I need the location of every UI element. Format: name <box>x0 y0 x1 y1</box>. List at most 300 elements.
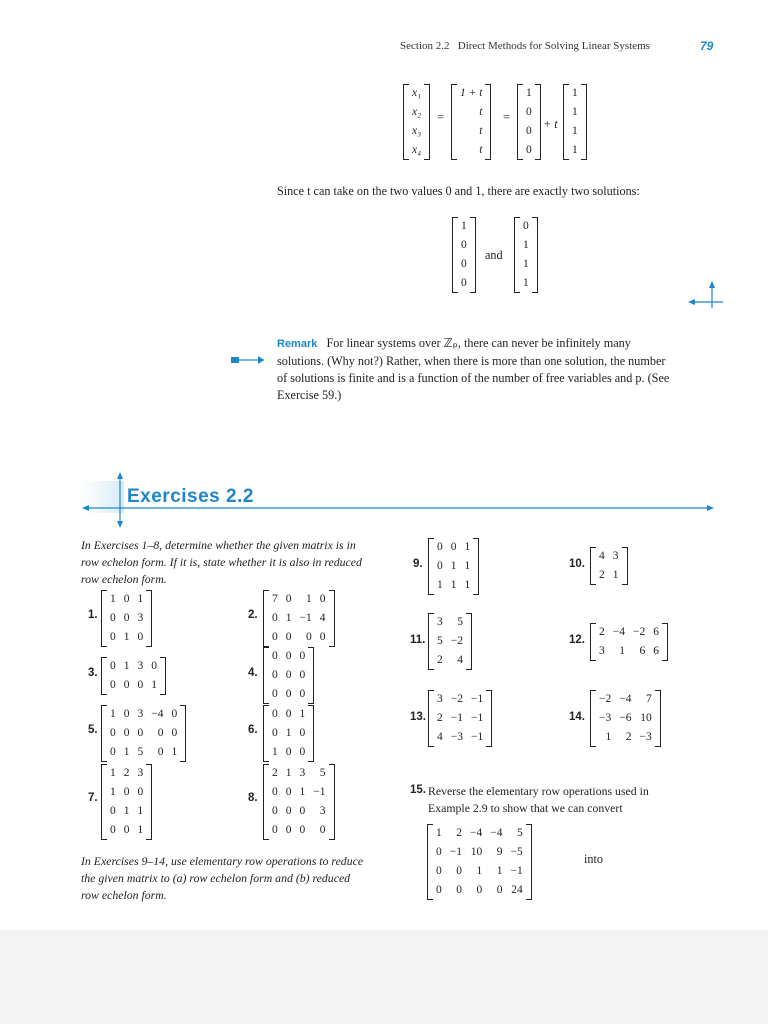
matrix-entry: −2 <box>633 626 646 638</box>
matrix-entry: 5 <box>319 767 326 779</box>
solution-1 <box>452 217 476 293</box>
matrix-grid <box>106 705 181 762</box>
matrix-entry: 2 <box>625 731 632 743</box>
matrix-row <box>568 84 582 103</box>
matrix-entry: 3 <box>137 767 144 779</box>
matrix-entry: 1 <box>110 786 116 798</box>
matrix-entry: 0 <box>285 746 292 758</box>
matrix-entry: 0 <box>319 593 326 605</box>
matrix-entry: 0 <box>299 688 306 700</box>
matrix-row <box>457 255 471 274</box>
matrix-grid <box>595 547 623 585</box>
matrix-x <box>403 84 430 160</box>
matrix-row <box>432 843 527 862</box>
matrix-row <box>433 709 487 728</box>
matrix-row <box>106 590 147 609</box>
matrix-entry: 0 <box>171 708 178 720</box>
matrix-entry: 1 <box>619 645 625 657</box>
matrix-entry: −6 <box>619 712 632 724</box>
intro2-line-3: row echelon form. <box>81 888 167 902</box>
matrix-entry: 0 <box>523 220 529 232</box>
matrix-entry: 4 <box>599 550 605 562</box>
matrix-entry: 2 <box>437 654 443 666</box>
matrix-row <box>456 103 486 122</box>
matrix-entry: 0 <box>137 727 144 739</box>
matrix-grid <box>106 657 161 695</box>
matrix-entry: 0 <box>299 824 306 836</box>
matrix-entry: 1 <box>123 660 130 672</box>
page-background <box>0 930 768 1024</box>
matrix-row <box>268 590 330 609</box>
matrix-entry: 3 <box>137 708 144 720</box>
exercise-number: 9. <box>413 558 423 570</box>
matrix-entry: 0 <box>496 884 503 896</box>
matrix-entry: 0 <box>319 631 326 643</box>
matrix-row <box>106 821 147 840</box>
matrix-entry: 0 <box>461 239 467 251</box>
intro2-line-2: the given matrix to (a) row echelon form and (b) reduced <box>81 871 351 885</box>
matrix-row <box>106 802 147 821</box>
matrix-entry: 6 <box>653 645 659 657</box>
matrix-entry: 1 <box>110 708 116 720</box>
matrix-row <box>595 709 656 728</box>
matrix-entry: −3 <box>599 712 612 724</box>
matrix-entry: 1 <box>572 87 578 99</box>
matrix-row <box>522 141 536 160</box>
matrix-entry: 0 <box>299 746 306 758</box>
matrix-entry: 1 <box>306 593 312 605</box>
matrix-entry: −1 <box>299 612 312 624</box>
matrix-entry: 3 <box>612 550 619 562</box>
matrix-entry: 2 <box>599 626 605 638</box>
matrix-row <box>595 547 623 566</box>
matrix-entry: 0 <box>110 805 116 817</box>
exercise-13-matrix <box>428 690 492 747</box>
matrix-row <box>268 609 330 628</box>
matrix-grid <box>522 84 536 160</box>
matrix-entry: −4 <box>151 708 164 720</box>
matrix-entry: 1 <box>464 560 471 572</box>
matrix-row <box>408 122 425 141</box>
matrix-entry: 1 <box>285 767 292 779</box>
exercise-2-matrix <box>263 590 335 647</box>
matrix-grid <box>268 590 330 647</box>
exercise-number: 8. <box>248 792 258 804</box>
exercise-15-matrix <box>427 824 532 900</box>
matrix-entry: 0 <box>299 805 306 817</box>
matrix-entry: 0 <box>299 669 306 681</box>
matrix-entry: 3 <box>319 805 326 817</box>
matrix-entry: 3 <box>437 616 443 628</box>
matrix-entry: 3 <box>137 612 144 624</box>
matrix-entry: 1 <box>272 746 278 758</box>
intro1-line-3: row echelon form. <box>81 572 167 586</box>
matrix-grid <box>457 217 471 293</box>
matrix-entry: 5 <box>137 746 144 758</box>
matrix-entry: 5 <box>437 635 443 647</box>
matrix-entry: 0 <box>272 786 278 798</box>
matrix-row <box>433 576 474 595</box>
matrix-grid <box>456 84 486 160</box>
matrix-entry: 0 <box>171 727 178 739</box>
matrix-entry: 0 <box>137 786 144 798</box>
matrix-entry: 0 <box>110 727 116 739</box>
matrix-entry: 0 <box>272 824 278 836</box>
matrix-row <box>456 84 486 103</box>
matrix-entry: −4 <box>612 626 625 638</box>
matrix-entry: 0 <box>299 650 306 662</box>
matrix-entry: 1 <box>450 560 457 572</box>
matrix-row <box>268 685 309 704</box>
matrix-entry: 0 <box>437 560 443 572</box>
matrix-entry: 2 <box>456 827 462 839</box>
intro2-line-1: In Exercises 9–14, use elementary row operations to reduce <box>81 854 364 868</box>
exercise-10-matrix <box>590 547 628 585</box>
exercise-number: 15. <box>410 784 426 796</box>
matrix-row <box>432 881 527 900</box>
matrix-grid <box>408 84 425 160</box>
remark-block <box>277 335 713 404</box>
matrix-row <box>595 642 663 661</box>
matrix-entry: 1 <box>450 579 457 591</box>
matrix-entry: 0 <box>272 650 278 662</box>
matrix-entry: 1 <box>137 805 144 817</box>
matrix-entry: 0 <box>526 106 532 118</box>
matrix-entry: −3 <box>450 731 463 743</box>
and-word: and <box>485 248 503 262</box>
matrix-entry: 0 <box>123 727 130 739</box>
matrix-entry: 1 <box>523 277 529 289</box>
matrix-entry: −2 <box>450 635 463 647</box>
matrix-entry: −1 <box>471 731 484 743</box>
matrix-grid <box>568 84 582 160</box>
exercise-3-matrix <box>101 657 166 695</box>
matrix-entry: x₃ <box>412 125 422 137</box>
matrix-entry: 0 <box>461 258 467 270</box>
matrix-entry: 0 <box>285 650 292 662</box>
matrix-grid <box>432 824 527 900</box>
matrix-entry: 2 <box>599 569 605 581</box>
exercise-14-matrix <box>590 690 661 747</box>
matrix-row <box>519 236 533 255</box>
matrix-entry: 0 <box>137 679 144 691</box>
matrix-entry: t <box>479 144 483 156</box>
matrix-entry: −1 <box>313 786 326 798</box>
matrix-entry: 0 <box>526 144 532 156</box>
matrix-grid <box>106 764 147 840</box>
matrix-row <box>106 705 181 724</box>
matrix-row <box>106 724 181 743</box>
matrix-entry: −2 <box>599 693 612 705</box>
plus-t: + t <box>543 117 558 131</box>
matrix-entry: 1 <box>572 125 578 137</box>
matrix-entry: 9 <box>496 846 503 858</box>
matrix-entry: 1 <box>461 220 467 232</box>
matrix-entry: 3 <box>437 693 443 705</box>
matrix-entry: 4 <box>457 654 463 666</box>
matrix-row <box>595 728 656 747</box>
matrix-row <box>457 236 471 255</box>
matrix-row <box>408 103 425 122</box>
matrix-row <box>568 141 582 160</box>
matrix-row <box>106 783 147 802</box>
matrix-entry: 0 <box>436 846 442 858</box>
exercise-number: 10. <box>569 558 585 570</box>
matrix-grid <box>433 690 487 747</box>
matrix-entry: 0 <box>306 631 312 643</box>
matrix-row <box>268 628 330 647</box>
matrix-entry: x₁ <box>412 87 422 99</box>
matrix-entry: 0 <box>450 541 457 553</box>
remark-line-3: of solutions is finite and is a function of the number of free variables and p. (See <box>277 371 670 385</box>
matrix-grid <box>433 538 474 595</box>
matrix-entry: −1 <box>449 846 462 858</box>
matrix-entry: 7 <box>646 693 652 705</box>
matrix-row <box>457 274 471 293</box>
matrix-row <box>433 613 467 632</box>
matrix-entry: 0 <box>526 125 532 137</box>
matrix-entry: 6 <box>653 626 659 638</box>
solution-2 <box>514 217 538 293</box>
matrix-row <box>433 538 474 557</box>
matrix-row <box>519 274 533 293</box>
matrix-entry: 0 <box>319 824 326 836</box>
matrix-entry: 1 <box>151 679 157 691</box>
matrix-entry: 1 <box>299 708 306 720</box>
section-number: Section 2.2 <box>400 40 450 52</box>
matrix-entry: 1 <box>285 612 292 624</box>
matrix-row <box>456 141 486 160</box>
matrix-entry: 1 <box>436 827 442 839</box>
matrix-row <box>432 862 527 881</box>
matrix-row <box>595 623 663 642</box>
matrix-entry: 1 <box>572 144 578 156</box>
matrix-entry: 0 <box>123 786 130 798</box>
matrix-row <box>106 628 147 647</box>
matrix-row <box>106 657 161 676</box>
matrix-row <box>519 255 533 274</box>
matrix-entry: 0 <box>299 727 306 739</box>
matrix-entry: −1 <box>510 865 523 877</box>
exercise-number: 4. <box>248 667 258 679</box>
matrix-entry: 1 <box>299 786 306 798</box>
exercise-11-matrix <box>428 613 472 670</box>
matrix-entry: 0 <box>123 824 130 836</box>
exercises-intro-2 <box>81 853 381 904</box>
matrix-entry: 1 <box>137 824 144 836</box>
section-title: Direct Methods for Solving Linear Systems <box>457 40 650 52</box>
matrix-row <box>595 566 623 585</box>
matrix-entry: 0 <box>436 865 442 877</box>
running-header <box>400 40 650 52</box>
exercise-5-matrix <box>101 705 186 762</box>
matrix-entry: 0 <box>285 593 292 605</box>
intro1-line-1: In Exercises 1–8, determine whether the given matrix is in <box>81 538 356 552</box>
matrix-entry: 0 <box>272 631 278 643</box>
matrix-entry: 4 <box>437 731 443 743</box>
matrix-entry: 24 <box>511 884 523 896</box>
matrix-grid <box>106 590 147 647</box>
matrix-entry: 1 <box>464 541 471 553</box>
matrix-entry: 1 <box>123 746 130 758</box>
matrix-entry: 2 <box>272 767 278 779</box>
matrix-entry: 6 <box>639 645 646 657</box>
matrix-row <box>268 666 309 685</box>
matrix-entry: 0 <box>476 884 483 896</box>
exercise-15-line-2: Example 2.9 to show that we can convert <box>428 801 623 815</box>
remark-line-1: For linear systems over ℤₚ, there can never be infinitely many <box>326 336 631 350</box>
matrix-row <box>408 84 425 103</box>
matrix-row <box>106 676 161 695</box>
exercise-number: 5. <box>88 724 98 736</box>
exercise-7-matrix <box>101 764 152 840</box>
matrix-entry: 0 <box>110 746 116 758</box>
matrix-row <box>595 690 656 709</box>
matrix-entry: 0 <box>285 824 292 836</box>
matrix-entry: 0 <box>157 746 164 758</box>
matrix-row <box>433 651 467 670</box>
matrix-entry: 0 <box>456 884 462 896</box>
matrix-entry: 1 <box>137 593 144 605</box>
matrix-entry: 3 <box>137 660 144 672</box>
matrix-row <box>522 103 536 122</box>
exercise-9-matrix <box>428 538 479 595</box>
remark-line-4: Exercise 59.) <box>277 388 342 402</box>
matrix-entry: −4 <box>619 693 632 705</box>
matrix-grid <box>268 705 309 762</box>
matrix-entry: 3 <box>299 767 306 779</box>
matrix-row <box>433 728 487 747</box>
exercise-number: 7. <box>88 792 98 804</box>
exercise-number: 3. <box>88 667 98 679</box>
remark-pointer-icon <box>230 354 266 366</box>
matrix-row <box>432 824 527 843</box>
matrix-entry: 0 <box>285 708 292 720</box>
matrix-entry: −1 <box>471 693 484 705</box>
matrix-entry: 0 <box>110 824 116 836</box>
exercise-number: 14. <box>569 711 585 723</box>
matrix-entry: 1 <box>476 865 483 877</box>
matrix-row <box>519 217 533 236</box>
exercises-heading: Exercises 2.2 <box>127 486 254 507</box>
equals-sign: = <box>437 110 444 124</box>
matrix-entry: 1 <box>285 727 292 739</box>
intro1-line-2: row echelon form. If it is, state whether it is also in reduced <box>81 555 362 569</box>
matrix-entry: 0 <box>461 277 467 289</box>
matrix-row <box>268 802 330 821</box>
matrix-entry: 0 <box>110 660 116 672</box>
matrix-entry: 0 <box>272 708 278 720</box>
into-word: into <box>584 852 603 866</box>
matrix-entry: 1 <box>110 767 116 779</box>
matrix-entry: 0 <box>123 593 130 605</box>
matrix-entry: 0 <box>157 727 164 739</box>
matrix-entry: −1 <box>450 712 463 724</box>
matrix-entry: 7 <box>272 593 278 605</box>
matrix-row <box>268 764 330 783</box>
exercise-8-matrix <box>263 764 335 840</box>
matrix-entry: 0 <box>285 786 292 798</box>
matrix-entry: 5 <box>457 616 463 628</box>
matrix-entry: 2 <box>437 712 443 724</box>
matrix-entry: 1 <box>464 579 471 591</box>
matrix-row <box>433 557 474 576</box>
exercise-1-matrix <box>101 590 152 647</box>
matrix-entry: 5 <box>517 827 523 839</box>
matrix-row <box>268 724 309 743</box>
remark-label: Remark <box>277 338 318 350</box>
matrix-entry: 0 <box>272 612 278 624</box>
matrix-entry: 1 <box>523 239 529 251</box>
matrix-entry: 0 <box>123 612 130 624</box>
matrix-entry: 0 <box>285 631 292 643</box>
matrix-entry: 2 <box>123 767 130 779</box>
matrix-grid <box>519 217 533 293</box>
matrix-entry: 0 <box>110 679 116 691</box>
matrix-particular <box>517 84 541 160</box>
matrix-row <box>408 141 425 160</box>
matrix-entry: 0 <box>456 865 462 877</box>
matrix-entry: −4 <box>470 827 483 839</box>
page-number: 79 <box>700 39 714 53</box>
exercise-number: 6. <box>248 724 258 736</box>
matrix-entry: x₂ <box>412 106 422 118</box>
matrix-entry: 0 <box>437 541 443 553</box>
exercise-15-line-1: Reverse the elementary row operations used in <box>428 784 649 798</box>
matrix-row <box>456 122 486 141</box>
matrix-entry: t <box>479 125 483 137</box>
matrix-entry: 0 <box>110 631 116 643</box>
matrix-grid <box>268 647 309 704</box>
matrix-row <box>106 609 147 628</box>
matrix-entry: 0 <box>272 805 278 817</box>
matrix-entry: 1 <box>605 731 612 743</box>
matrix-row <box>433 632 467 651</box>
exercise-6-matrix <box>263 705 314 762</box>
equals-sign-2: = <box>503 110 510 124</box>
exercise-number: 11. <box>410 634 426 646</box>
matrix-grid <box>595 690 656 747</box>
matrix-grid <box>268 764 330 840</box>
matrix-entry: x₄ <box>412 144 422 156</box>
matrix-entry: −4 <box>490 827 503 839</box>
matrix-entry: 0 <box>123 679 130 691</box>
matrix-entry: 0 <box>285 805 292 817</box>
exercise-15-text <box>428 783 649 817</box>
matrix-param <box>451 84 491 160</box>
matrix-entry: 1 <box>523 258 529 270</box>
matrix-entry: 0 <box>272 727 278 739</box>
matrix-entry: −3 <box>639 731 652 743</box>
matrix-row <box>106 764 147 783</box>
matrix-row <box>433 690 487 709</box>
matrix-entry: 0 <box>272 688 278 700</box>
matrix-row <box>268 783 330 802</box>
matrix-entry: 10 <box>470 846 483 858</box>
matrix-row <box>268 705 309 724</box>
matrix-entry: 1 <box>612 569 619 581</box>
exercise-12-matrix <box>590 623 668 661</box>
matrix-row <box>268 743 309 762</box>
matrix-entry: 0 <box>151 660 157 672</box>
matrix-entry: 0 <box>285 669 292 681</box>
matrix-entry: 1 <box>526 87 532 99</box>
matrix-row <box>268 647 309 666</box>
matrix-entry: 0 <box>123 708 130 720</box>
matrix-entry: 1 <box>123 805 130 817</box>
matrix-row <box>522 84 536 103</box>
matrix-row <box>106 743 181 762</box>
